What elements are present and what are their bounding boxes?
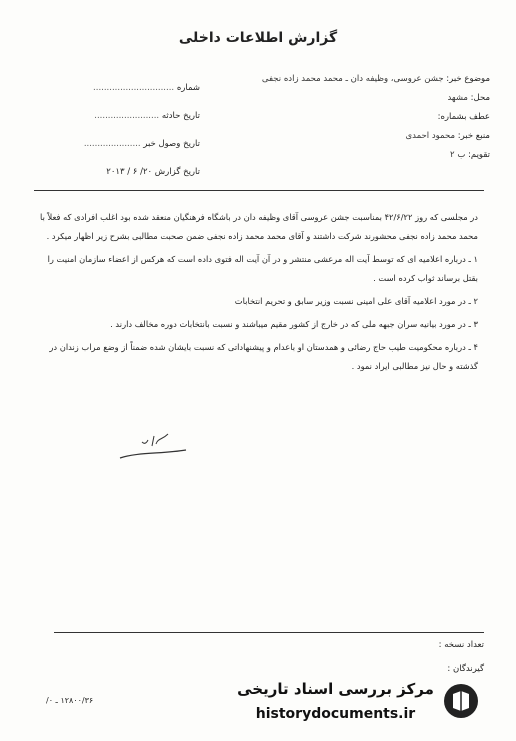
field-label: شماره (176, 83, 200, 93)
field-value: مشهد (447, 93, 468, 103)
field-value: محمود احمدی (405, 131, 455, 141)
field-reference (220, 108, 490, 127)
field-value: ۲۰/ ۶ / ۲۰۱۳ (106, 167, 153, 177)
handwritten-signature (118, 430, 188, 466)
report-body (38, 208, 478, 380)
field-receipt-date: تاریخ وصول خبر ..................... (83, 139, 200, 149)
field-report-date (60, 158, 200, 186)
field-label: تقویم: (468, 150, 490, 160)
field-label: عطف بشماره: (437, 112, 490, 122)
header-divider (34, 190, 484, 191)
field-location (220, 89, 490, 108)
copies-count-label: تعداد نسخه : (438, 640, 484, 650)
field-rating (220, 146, 490, 165)
document-code: ۱۲۸۰۰/۳۶ ـ ۰/ (46, 696, 94, 705)
archive-logo-icon (442, 682, 480, 720)
recipients-label: گیرندگان : (447, 664, 484, 674)
field-label: تاریخ وصول خبر (143, 139, 200, 149)
body-paragraph: ۳ ـ در مورد بیانیه سران جبهه ملی که در خارج از کشور مقیم میباشند و نسبت بانتخابات دوره مخالف دارند . (110, 319, 478, 329)
field-number: شماره .............................. (93, 83, 200, 93)
field-label: موضوع خبر: (446, 74, 490, 84)
field-label: تاریخ گزارش (154, 167, 200, 177)
body-paragraph: در مجلسی که روز ۴۲/۶/۲۲ بمناسبت جشن عروسی آقای وظیفه دان در باشگاه فرهنگیان منعقد شده بود اغلب افرادی که فعلاً با محمد محمد زاده نجفی محشورند شرکت داشتند و آقای محمد محمد زاده نجفی ضمن صحبت مطالبی بشرح زیر اظهار میکرد . (40, 212, 478, 241)
watermark-url: historydocuments.ir (255, 706, 416, 722)
watermark (228, 676, 488, 736)
document-title: گزارش اطلاعات داخلی (178, 30, 338, 46)
body-paragraph: ۲ ـ در مورد اعلامیه آقای علی امینی نسبت وزیر سابق و تحریم انتخابات (234, 296, 478, 306)
footer-divider (54, 632, 484, 633)
field-label: منبع خبر: (457, 131, 490, 141)
field-source (220, 127, 490, 146)
field-label: محل: (470, 93, 490, 103)
watermark-persian: مرکز بررسی اسناد تاریخی (237, 680, 434, 698)
body-paragraph: ۴ ـ درباره محکومیت طیب حاج رضائی و همدستان او باعدام و پیشنهاداتی که نسبت بایشان شده ضمناً از وضع مراب زندان در گذشته و حال نیز مطالبی ایراد نمود . (49, 342, 478, 371)
header-right-fields (220, 70, 490, 165)
field-value: ب ۲ (450, 150, 466, 160)
field-label: تاریخ حادثه (161, 111, 200, 121)
field-incident-date: تاریخ حادثه ........................ (94, 111, 200, 121)
field-value: جشن عروسی، وظیفه دان ـ محمد محمد زاده نجفی (261, 74, 444, 84)
body-paragraph: ۱ ـ درباره اعلامیه ای که توسط آیت اله مرعشی منتشر و در آن آیت اله فتوی داده است که هرکس از اعضاء سازمان امنیت را بقتل برساند ثواب کرده است . (47, 254, 478, 283)
header-left-fields (60, 74, 200, 186)
field-subject (220, 70, 490, 89)
